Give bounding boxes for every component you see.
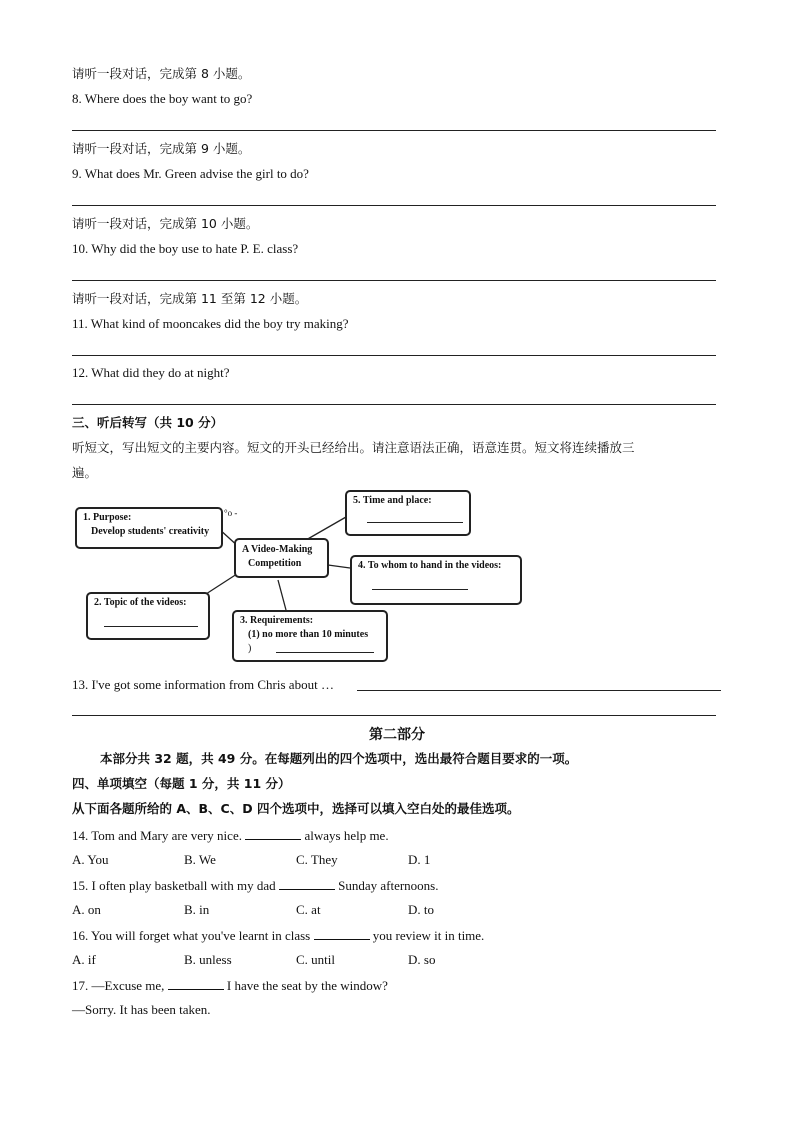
requirements-blank [276,652,374,653]
node-purpose [75,507,223,549]
part2-intro: 本部分共 32 题，共 49 分。在每题列出的四个选项中，选出最符合题目要求的一项。 [100,751,578,766]
question-15-pre: 15. I often play basketball with my dad [72,878,276,893]
question-17-reply: —Sorry. It has been taken. [72,1002,211,1017]
question-17-blank [168,977,224,990]
section3-heading: 三、听后转写（共 10 分） [72,415,224,430]
topic-blank [104,626,198,627]
purpose-value: Develop students' creativity [91,526,210,537]
question-16-pre: 16. You will forget what you've learnt in class [72,928,311,943]
q9-intro: 请听一段对话，完成第 9 小题。 [72,141,251,156]
q10-intro: 请听一段对话，完成第 10 小题。 [72,216,259,231]
requirements-title: 3. Requirements: [240,615,314,626]
question-13-text: 13. I've got some information from Chris about … [72,677,334,692]
q14-option-d[interactable]: D. 1 [408,852,431,867]
center-title-line2: Competition [248,558,302,569]
q15-option-a[interactable]: A. on [72,902,101,917]
question-14 [72,827,389,844]
question-8: 8. Where does the boy want to go? [72,91,253,106]
q15-option-d[interactable]: D. to [408,902,434,917]
q16-option-c[interactable]: C. until [296,952,336,967]
section3-instruction: 听短文，写出短文的主要内容。短文的开头已经给出。请注意语法正确，语意连贯。短文将连续播放三 [72,440,635,455]
purpose-title: 1. Purpose: [83,512,132,523]
question-14-pre: 14. Tom and Mary are very nice. [72,828,242,843]
center-title-line1: A Video-Making [242,544,313,555]
stray-mark: °o - [224,508,238,518]
section3-instruction-cont: 遍。 [72,465,98,480]
q8-intro: 请听一段对话，完成第 8 小题。 [72,66,251,81]
connector-requirements [278,580,286,610]
question-15-post: Sunday afternoons. [338,878,439,893]
question-12: 12. What did they do at night? [72,365,230,380]
time-place-title: 5. Time and place: [353,495,432,506]
question-16-blank [314,927,370,940]
node-time-place [345,490,471,536]
q16-option-a[interactable]: A. if [72,952,96,967]
q11-intro: 请听一段对话，完成第 11 至第 12 小题。 [72,291,308,306]
connector-hand-in [328,565,350,568]
requirements-item-1: (1) no more than 10 minutes [248,629,369,640]
question-10: 10. Why did the boy use to hate P. E. class? [72,241,299,256]
question-17-pre: 17. —Excuse me, [72,978,165,993]
question-17-post: I have the seat by the window? [226,978,388,993]
q14-option-c[interactable]: C. They [296,852,338,867]
question-16-post: you review it in time. [372,928,485,943]
answer-line-13a [357,690,721,691]
answer-line-13b [72,715,716,716]
question-15 [72,877,439,894]
q14-option-b[interactable]: B. We [184,852,216,867]
q15-option-b[interactable]: B. in [184,902,210,917]
q16-option-b[interactable]: B. unless [184,952,232,967]
requirements-item-2-mark: ) [248,643,252,654]
node-center [234,538,329,578]
q16-option-d[interactable]: D. so [408,952,436,967]
question-11: 11. What kind of mooncakes did the boy try making? [72,316,349,331]
part2-title: 第二部分 [369,727,425,743]
q15-option-c[interactable]: C. at [296,902,321,917]
question-16 [72,927,484,944]
connector-time-place [306,517,346,540]
question-17 [72,977,388,994]
requirements-item-2 [248,642,380,656]
topic-title: 2. Topic of the videos: [94,597,187,608]
node-topic [86,592,210,640]
node-hand-in [350,555,522,605]
node-requirements [232,610,388,662]
question-15-blank [279,877,335,890]
time-place-blank [367,522,463,523]
question-9: 9. What does Mr. Green advise the girl to do? [72,166,309,181]
hand-in-blank [372,589,468,590]
q14-option-a[interactable]: A. You [72,852,109,867]
question-13 [72,677,334,693]
section4-heading: 四、单项填空（每题 1 分，共 11 分） [72,776,291,791]
hand-in-title: 4. To whom to hand in the videos: [358,560,502,571]
question-14-blank [245,827,301,840]
question-14-post: always help me. [304,828,389,843]
section4-instruction: 从下面各题所给的 A、B、C、D 四个选项中，选择可以填入空白处的最佳选项。 [72,801,520,816]
